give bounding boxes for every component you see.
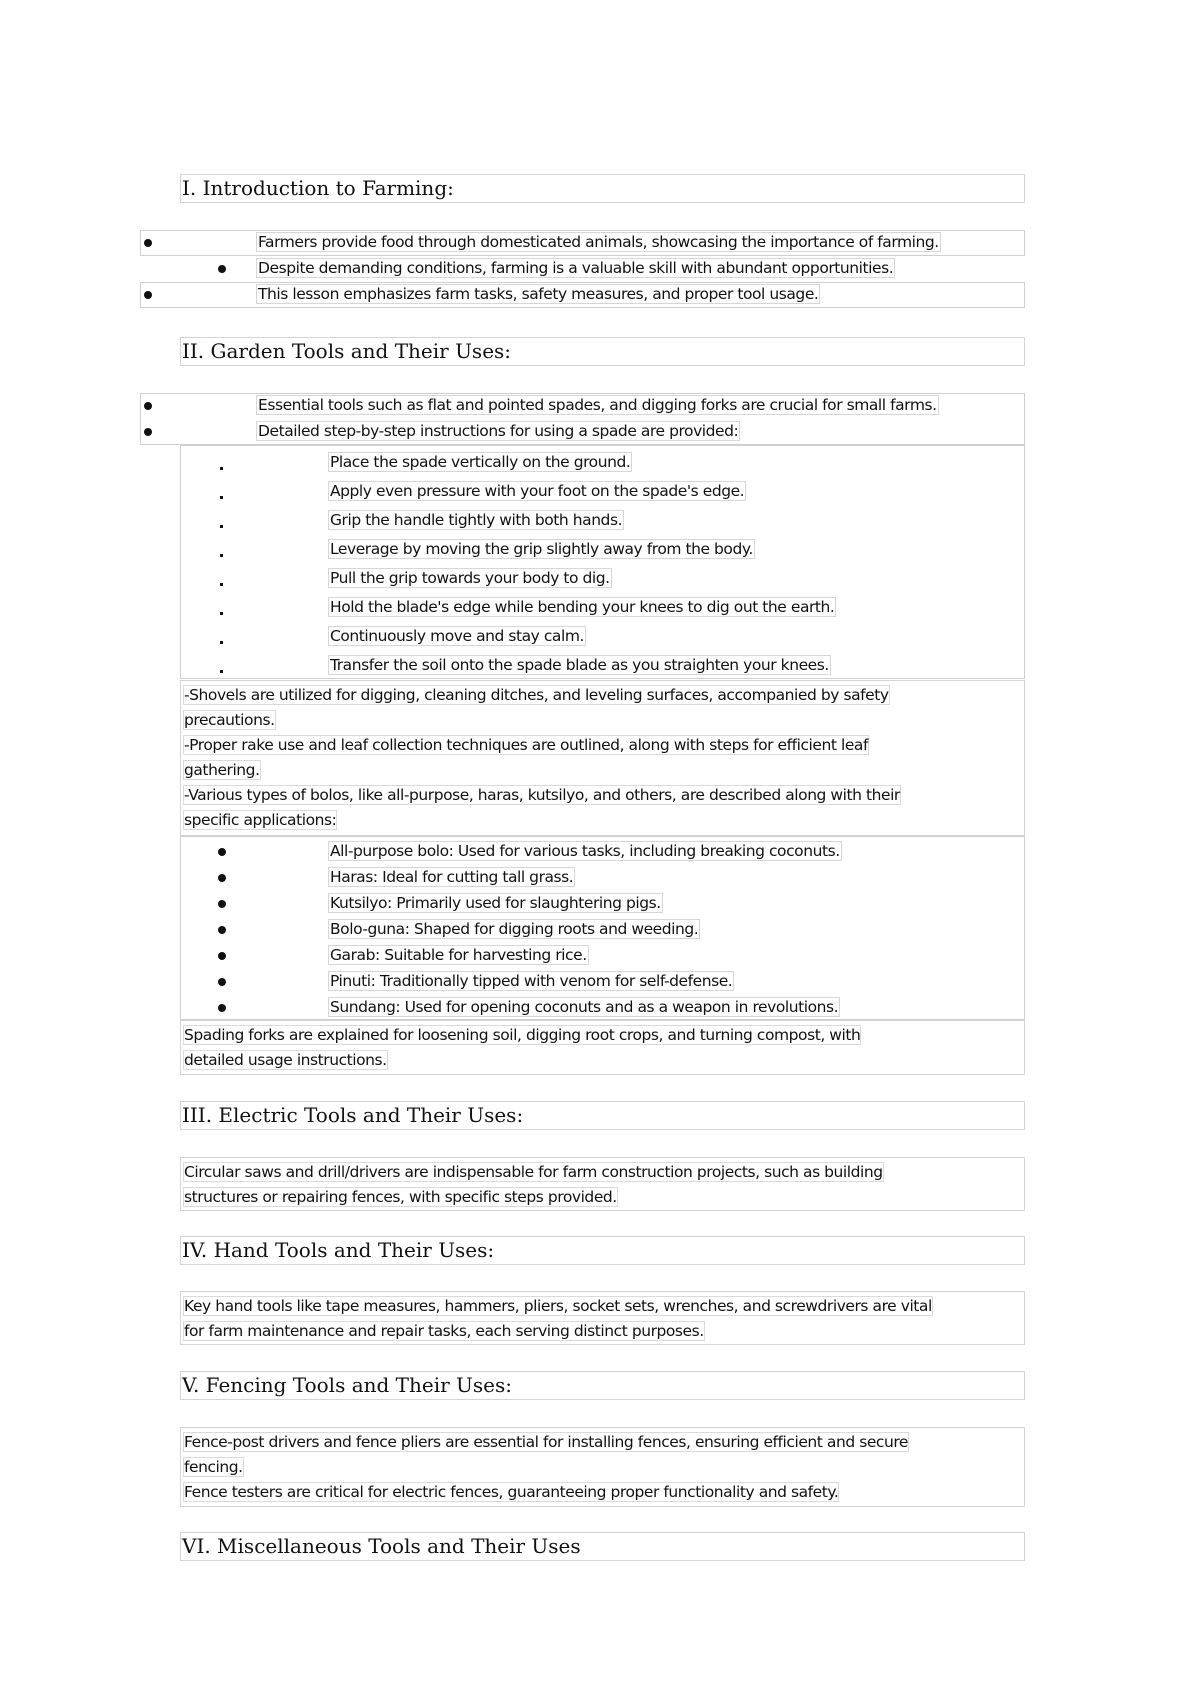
step-marker [220, 496, 223, 499]
bullet-icon [218, 874, 226, 882]
step-marker [220, 612, 223, 615]
section-heading-electric-tools: III. Electric Tools and Their Uses: [180, 1101, 1025, 1130]
list-item: Detailed step-by-step instructions for using a spade are provided: [258, 422, 739, 440]
step-marker [220, 525, 223, 528]
list-item: Apply even pressure with your foot on the spade's edge. [330, 482, 745, 500]
list-item: Kutsilyo: Primarily used for slaughtering pigs. [330, 894, 661, 912]
list-item: Continuously move and stay calm. [330, 627, 584, 645]
bullet-icon [218, 978, 226, 986]
list-item: Place the spade vertically on the ground. [330, 453, 631, 471]
hand-tools-paragraph: Key hand tools like tape measures, hammers, pliers, socket sets, wrenches, and screwdrivers are vital for farm maintenance and repair tasks, each serving distinct purposes. [180, 1291, 1025, 1345]
step-marker [220, 670, 223, 673]
step-marker [220, 467, 223, 470]
list-item: Grip the handle tightly with both hands. [330, 511, 623, 529]
list-item: Transfer the soil onto the spade blade as you straighten your knees. [330, 656, 829, 674]
list-item: Hold the blade's edge while bending your knees to dig out the earth. [330, 598, 835, 616]
step-marker [220, 554, 223, 557]
section-heading-miscellaneous-tools: VI. Miscellaneous Tools and Their Uses [180, 1532, 1025, 1561]
list-item: Bolo-guna: Shaped for digging roots and weeding. [330, 920, 699, 938]
bullet-icon [218, 926, 226, 934]
bullet-icon [144, 291, 152, 299]
bullet-icon [218, 1004, 226, 1012]
bullet-icon [144, 239, 152, 247]
list-item: Essential tools such as flat and pointed spades, and digging forks are crucial for small farms. [258, 396, 937, 414]
bullet-icon [218, 848, 226, 856]
bullet-icon [218, 952, 226, 960]
section-heading-hand-tools: IV. Hand Tools and Their Uses: [180, 1236, 1025, 1265]
list-item: Leverage by moving the grip slightly away from the body. [330, 540, 753, 558]
step-marker [220, 641, 223, 644]
bullet-icon [218, 900, 226, 908]
section-heading-fencing-tools: V. Fencing Tools and Their Uses: [180, 1371, 1025, 1400]
bullet-icon [218, 265, 226, 273]
section-heading-introduction: I. Introduction to Farming: [180, 174, 1025, 203]
fencing-tools-paragraph: Fence-post drivers and fence pliers are essential for installing fences, ensuring efficient and secure fencing. Fence testers are critical for electric fences, guaranteeing proper functionality and safety. [180, 1427, 1025, 1507]
list-item: All-purpose bolo: Used for various tasks, including breaking coconuts. [330, 842, 840, 860]
list-item: This lesson emphasizes farm tasks, safety measures, and proper tool usage. [258, 285, 819, 303]
step-marker [220, 583, 223, 586]
bullet-icon [144, 402, 152, 410]
list-item: Sundang: Used for opening coconuts and as a weapon in revolutions. [330, 998, 839, 1016]
list-item: Pull the grip towards your body to dig. [330, 569, 610, 587]
garden-paragraph: -Shovels are utilized for digging, cleaning ditches, and leveling surfaces, accompanied by safety precautions. -Proper rake use and leaf collection techniques are outlined, along with steps for efficient leaf gathering. -Various types of bolos, like all-purpose, haras, kutsilyo, and others, are described along with their specific applications: [180, 680, 1025, 836]
list-item: Despite demanding conditions, farming is a valuable skill with abundant opportunities. [258, 259, 894, 277]
spading-forks-paragraph: Spading forks are explained for loosening soil, digging root crops, and turning compost, with detailed usage instructions. [180, 1020, 1025, 1075]
electric-tools-paragraph: Circular saws and drill/drivers are indispensable for farm construction projects, such as building structures or repairing fences, with specific steps provided. [180, 1157, 1025, 1211]
bullet-icon [144, 428, 152, 436]
list-item: Haras: Ideal for cutting tall grass. [330, 868, 574, 886]
list-item: Pinuti: Traditionally tipped with venom for self-defense. [330, 972, 733, 990]
section-heading-garden-tools: II. Garden Tools and Their Uses: [180, 337, 1025, 366]
list-item: Farmers provide food through domesticated animals, showcasing the importance of farming. [258, 233, 939, 251]
list-item: Garab: Suitable for harvesting rice. [330, 946, 587, 964]
